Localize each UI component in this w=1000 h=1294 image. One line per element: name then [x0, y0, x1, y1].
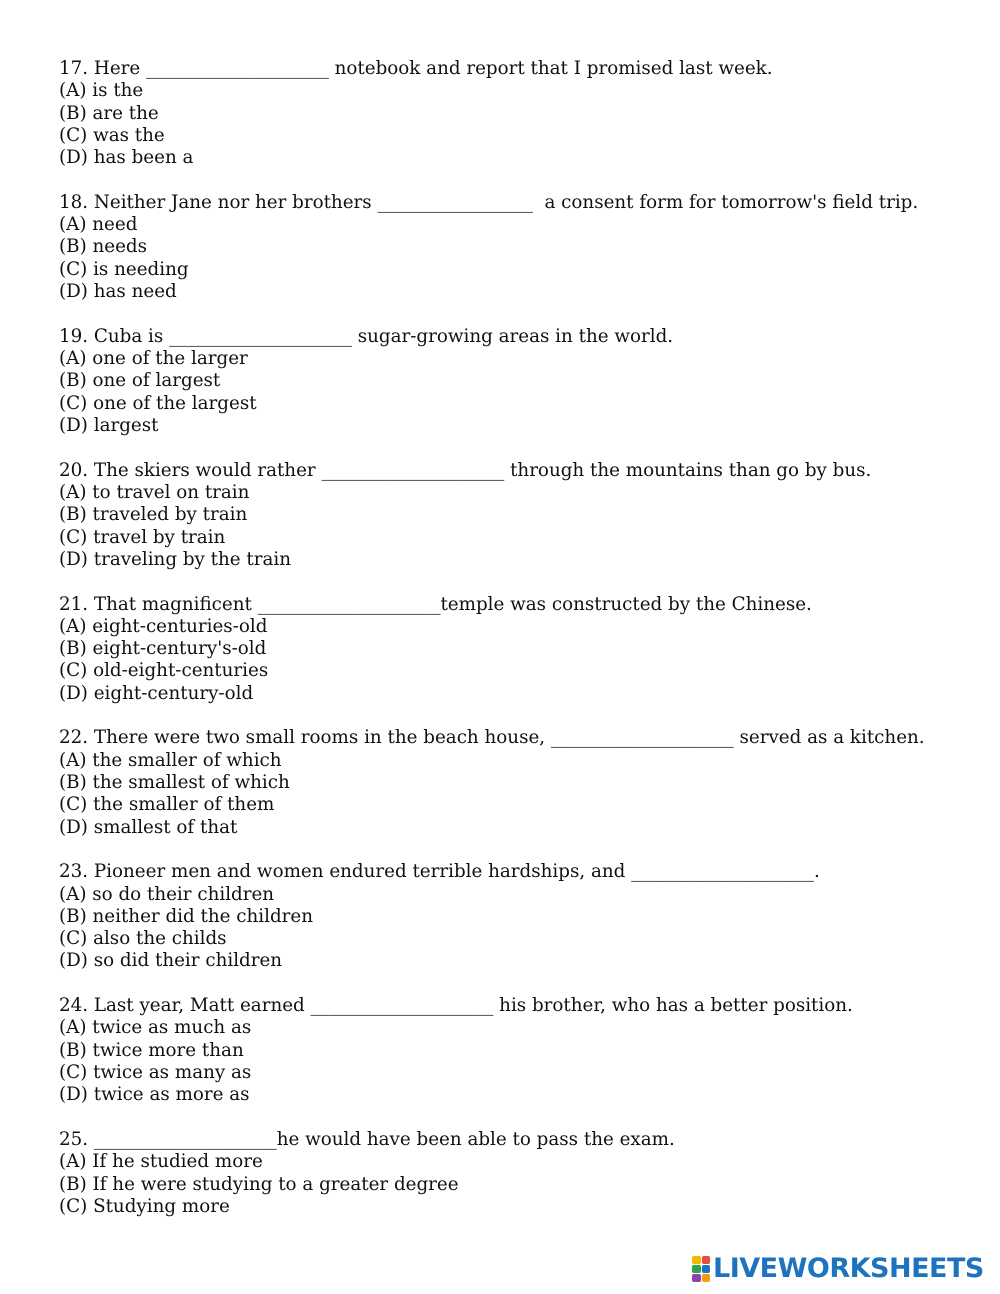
option-c: (C) Studying more [59, 1195, 230, 1217]
option-a: (A) need [59, 214, 138, 236]
option-d: (D) twice as more as [59, 1084, 250, 1106]
question-stem: 19. Cuba is ____________________ sugar-growing areas in the world. [59, 325, 674, 347]
option-c: (C) the smaller of them [59, 794, 275, 816]
option-d: (D) eight-century-old [59, 682, 254, 704]
option-b: (B) eight-century's-old [59, 638, 267, 660]
question-stem: 17. Here ____________________ notebook and report that I promised last week. [59, 58, 773, 79]
question-25 [59, 1129, 959, 1218]
logo-text: LIVEWORKSHEETS [713, 1253, 984, 1284]
option-c: (C) old-eight-centuries [59, 660, 269, 682]
option-a: (A) is the [59, 80, 144, 102]
question-20 [59, 460, 959, 571]
option-b: (B) traveled by train [59, 504, 248, 526]
question-stem: 25. ____________________he would have been able to pass the exam. [59, 1129, 675, 1150]
question-22 [59, 727, 959, 838]
question-stem: 24. Last year, Matt earned ____________________ his brother, who has a better position. [59, 995, 853, 1017]
logo-block [692, 1265, 701, 1273]
question-17 [59, 58, 959, 169]
logo-block [702, 1256, 711, 1264]
question-stem: 22. There were two small rooms in the beach house, ____________________ served as a kitchen. [59, 727, 925, 749]
option-d: (D) traveling by the train [59, 548, 292, 570]
question-23 [59, 861, 959, 972]
option-c: (C) one of the largest [59, 392, 257, 414]
logo-block [702, 1265, 711, 1273]
question-stem: 18. Neither Jane nor her brothers _________________ a consent form for tomorrow's field trip. [59, 191, 919, 213]
option-d: (D) largest [59, 414, 159, 436]
option-b: (B) neither did the children [59, 905, 313, 927]
option-a: (A) twice as much as [59, 1017, 252, 1039]
option-d: (D) so did their children [59, 950, 283, 972]
worksheet [59, 58, 959, 1241]
logo-block [692, 1256, 701, 1264]
option-b: (B) one of largest [59, 370, 221, 392]
option-a: (A) one of the larger [59, 348, 248, 370]
question-21 [59, 594, 959, 705]
question-24 [59, 995, 959, 1106]
option-a: (A) to travel on train [59, 481, 250, 503]
liveworksheets-logo [692, 1254, 984, 1284]
question-18 [59, 192, 959, 303]
option-c: (C) was the [59, 124, 165, 146]
logo-block [702, 1274, 711, 1282]
option-d: (D) has need [59, 281, 177, 303]
option-c: (C) also the childs [59, 928, 227, 950]
liveworksheets-logo-icon [692, 1256, 710, 1282]
option-c: (C) twice as many as [59, 1062, 252, 1084]
option-a: (A) If he studied more [59, 1151, 263, 1173]
question-19 [59, 326, 959, 437]
question-stem: 23. Pioneer men and women endured terrible hardships, and ____________________. [59, 861, 820, 883]
option-a: (A) so do their children [59, 883, 275, 905]
option-b: (B) the smallest of which [59, 771, 290, 793]
option-a: (A) eight-centuries-old [59, 615, 268, 637]
option-d: (D) has been a [59, 147, 194, 169]
question-stem: 20. The skiers would rather ____________________ through the mountains than go by bus. [59, 459, 872, 481]
option-c: (C) travel by train [59, 526, 226, 548]
logo-block [692, 1274, 701, 1282]
option-b: (B) If he were studying to a greater degree [59, 1173, 459, 1195]
option-b: (B) needs [59, 236, 148, 258]
option-d: (D) smallest of that [59, 816, 238, 838]
option-c: (C) is needing [59, 258, 189, 280]
option-a: (A) the smaller of which [59, 749, 282, 771]
option-b: (B) are the [59, 102, 159, 124]
option-b: (B) twice more than [59, 1039, 244, 1061]
question-stem: 21. That magnificent ____________________temple was constructed by the Chinese. [59, 593, 812, 615]
